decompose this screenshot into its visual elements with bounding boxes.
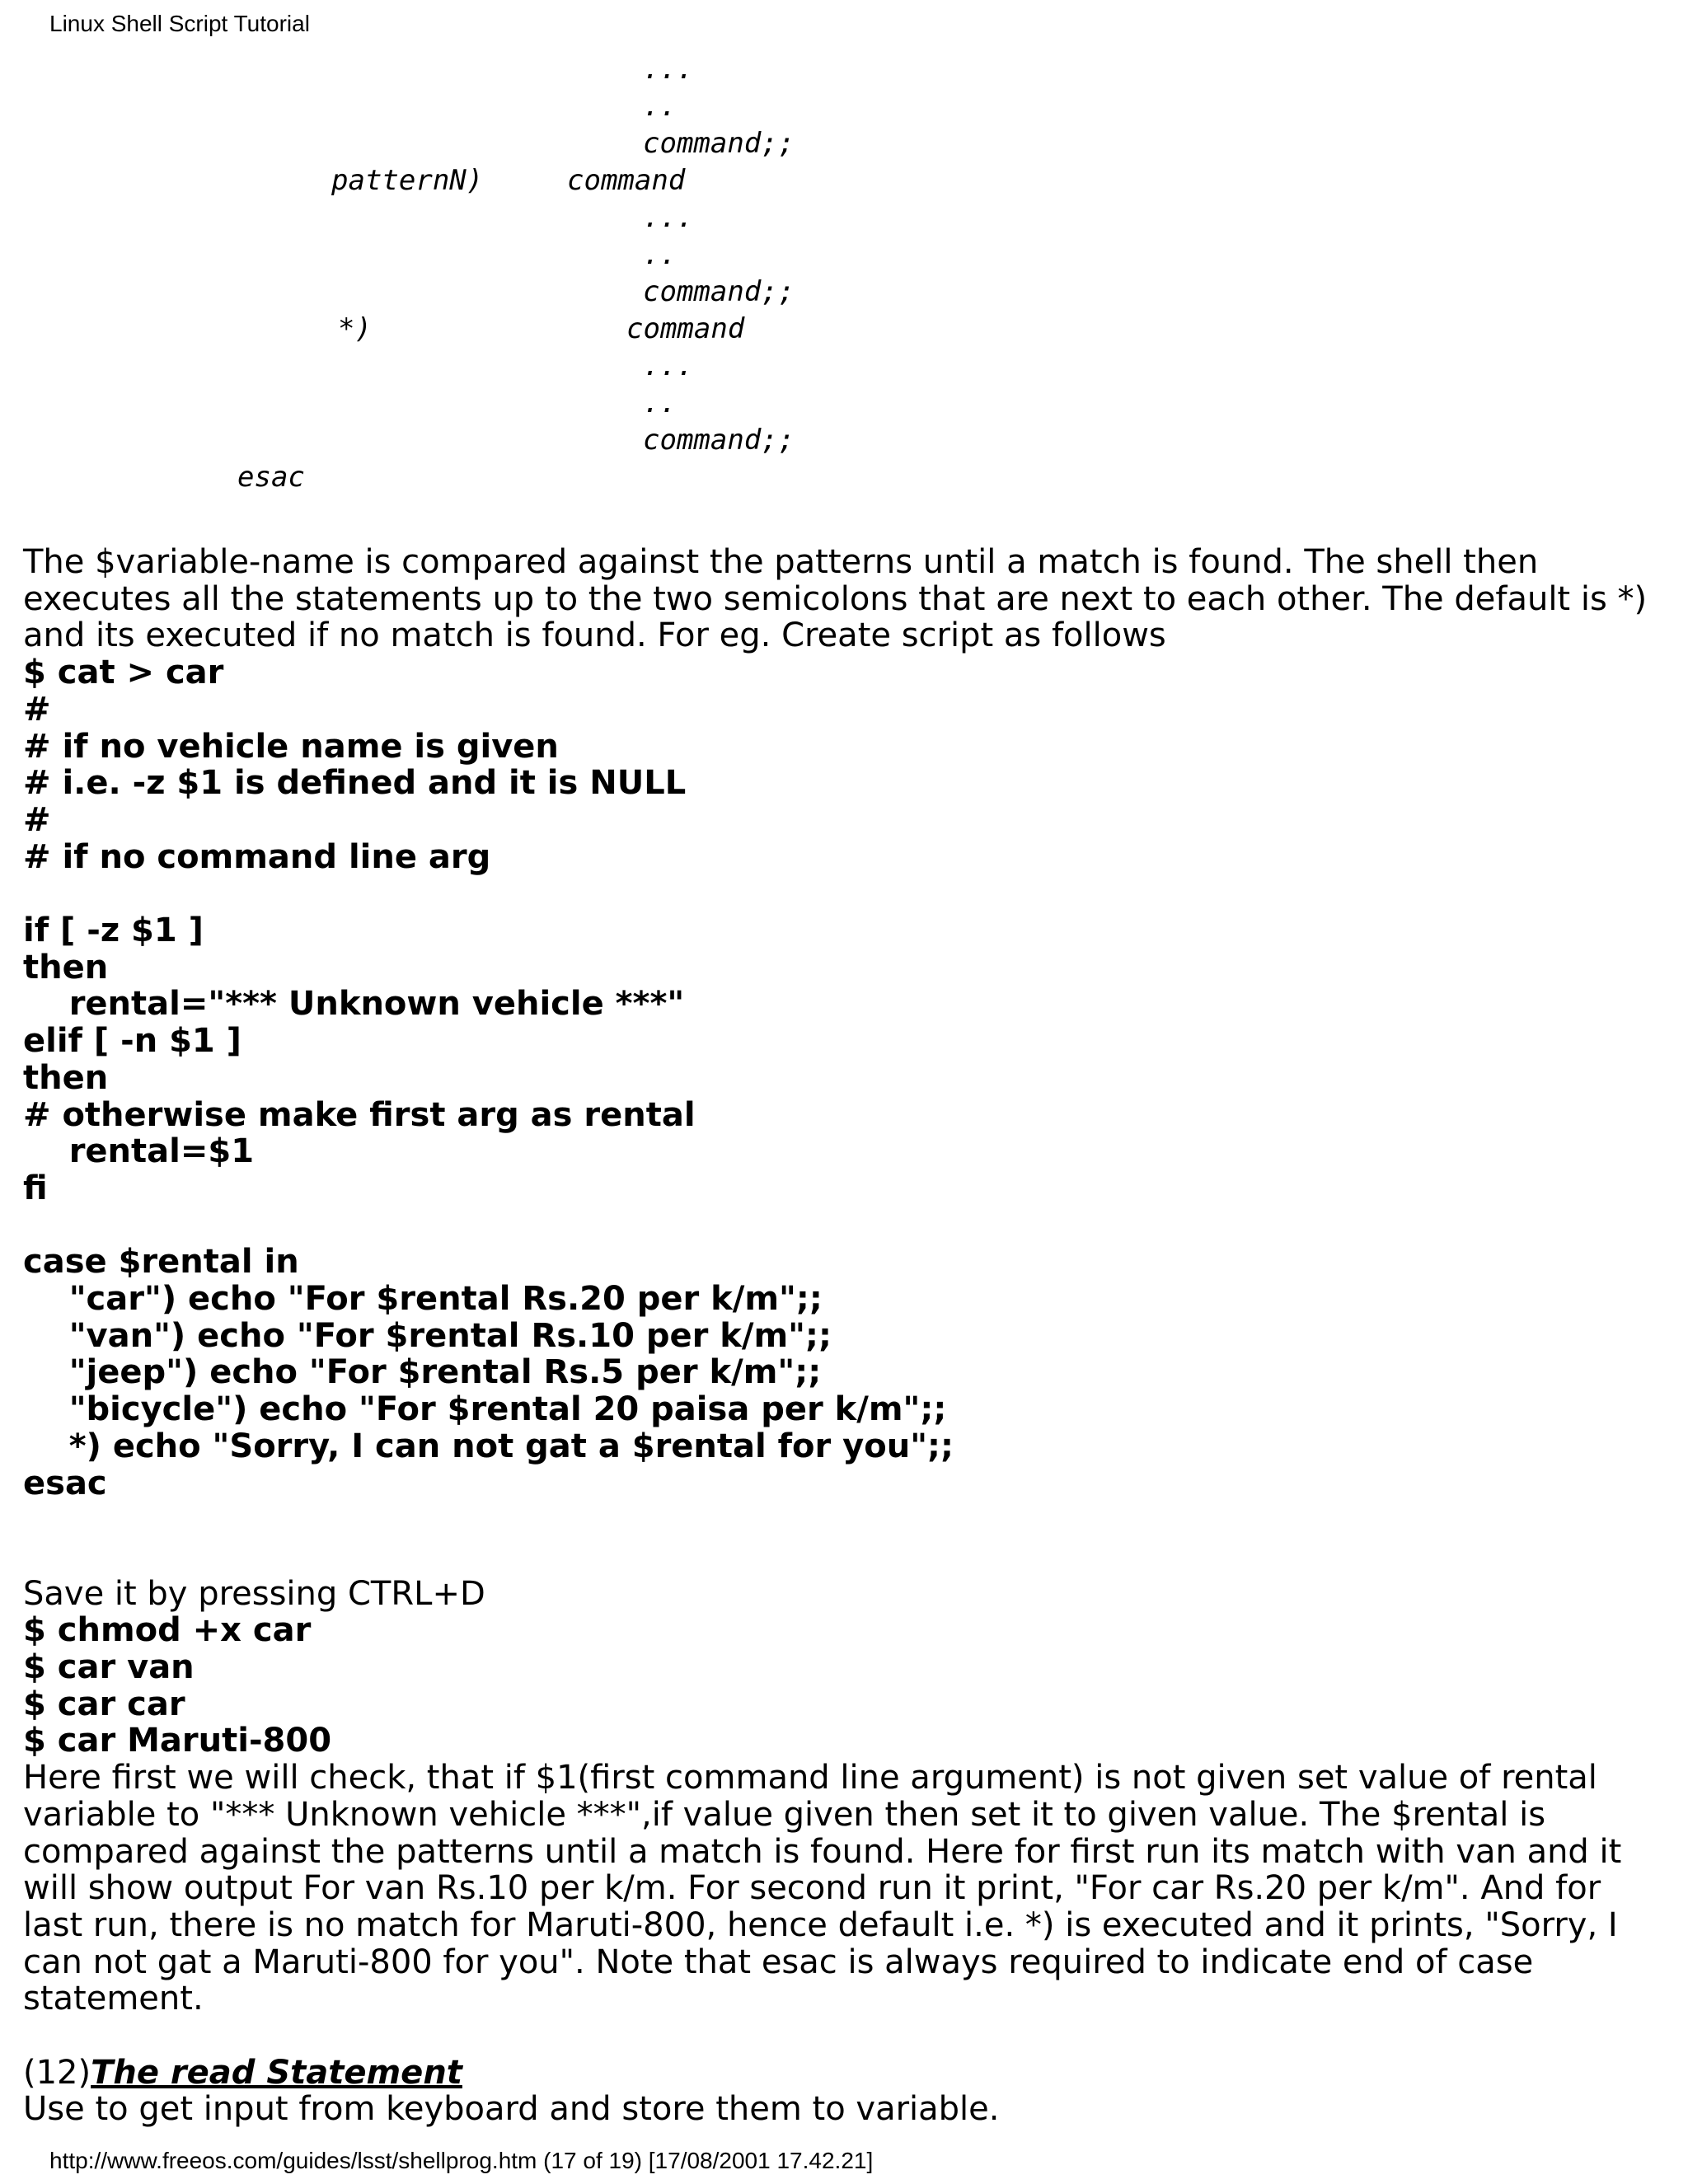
code-line: # i.e. -z $1 is defined and it is NULL [23,764,687,803]
code-line: # [23,690,51,729]
syntax-line: ... [643,349,694,382]
code-line: "van") echo "For $rental Rs.10 per k/m";; [23,1316,832,1355]
code-line: esac [23,1464,107,1502]
section-heading [23,2055,1663,2092]
code-line: rental="*** Unknown vehicle ***" [23,985,685,1024]
explanation-paragraph: Here first we will check, that if $1(first command line argument) is not given set value of rental variable to "*** Unknown vehicle ***",if value given then set it to given value. The $rental is compared against the patterns until a match is found. Here for first run its match with van and it will show output For van Rs.10 per k/m. For second run it print, "For car Rs.20 per k/m". And for last run, there is no match for Maruti-800, hence default i.e. *) is executed and it prints, "Sorry, I can not gat a Maruti-800 for you". Note that esac is always required to indicate end of case statement. [23,1759,1622,2018]
code-line: rental=$1 [23,1132,255,1171]
code-line [23,875,1663,912]
code-line: case $rental in [23,1243,299,1282]
code-line: "car") echo "For $rental Rs.20 per k/m";; [23,1280,823,1319]
syntax-line: command;; [643,424,795,457]
syntax-line: esac [237,461,305,494]
syntax-line: .. [643,387,677,419]
syntax-line: command [626,312,745,345]
command-line: $ car Maruti-800 [23,1722,332,1760]
command-line: $ car van [23,1648,195,1687]
code-line: $ cat > car [23,654,224,692]
syntax-line: ... [643,53,694,86]
code-line: then [23,948,109,987]
syntax-line: .. [643,90,677,123]
code-line: # if no command line arg [23,837,491,876]
section-description: Use to get input from keyboard and store them to variable. [23,2090,1000,2129]
syntax-line: .. [643,238,677,271]
script-code-block [23,654,1663,1576]
section-number: (12) [23,2053,91,2092]
save-instruction: Save it by pressing CTRL+D [23,1574,485,1613]
code-line: if [ -z $1 ] [23,912,204,950]
command-line: $ car car [23,1685,185,1723]
command-line: $ chmod +x car [23,1611,312,1650]
run-commands-block [23,1612,1663,1760]
code-line [23,1207,1663,1244]
footer-url-link[interactable]: http://www.freeos.com/guides/lsst/shellprog.htm (17 of 19) [17/08/2001 17.42.21] [49,2148,874,2173]
code-line: "bicycle") echo "For $rental 20 paisa per k/m";; [23,1390,947,1429]
code-line: *) echo "Sorry, I can not gat a $rental for you";; [23,1427,954,1465]
syntax-line: command [567,164,686,197]
code-line: "jeep") echo "For $rental Rs.5 per k/m";; [23,1353,822,1392]
code-line: fi [23,1169,48,1207]
page-header: Linux Shell Script Tutorial [49,11,310,36]
page-footer [49,2147,873,2175]
section-title-link[interactable]: The read Statement [91,2053,462,2092]
syntax-line: command;; [643,127,795,160]
syntax-line: *) [338,312,372,345]
code-line: elif [ -n $1 ] [23,1022,241,1061]
code-line: # otherwise make first arg as rental [23,1095,696,1134]
code-line [23,1502,1663,1539]
code-line: # [23,800,51,839]
code-line [23,1539,1663,1576]
intro-paragraph: The $variable-name is compared against the patterns until a match is found. The shell then executes all the statements up to the two semicolons that are next to each other. The default is *) and its executed if no match is found. For eg. Create script as follows [23,543,1648,655]
code-line: then [23,1058,109,1097]
code-line: # if no vehicle name is given [23,727,559,766]
page-content [23,544,1663,2128]
syntax-line: patternN) [331,164,484,197]
syntax-line: ... [643,201,694,234]
syntax-line: command;; [643,275,795,308]
